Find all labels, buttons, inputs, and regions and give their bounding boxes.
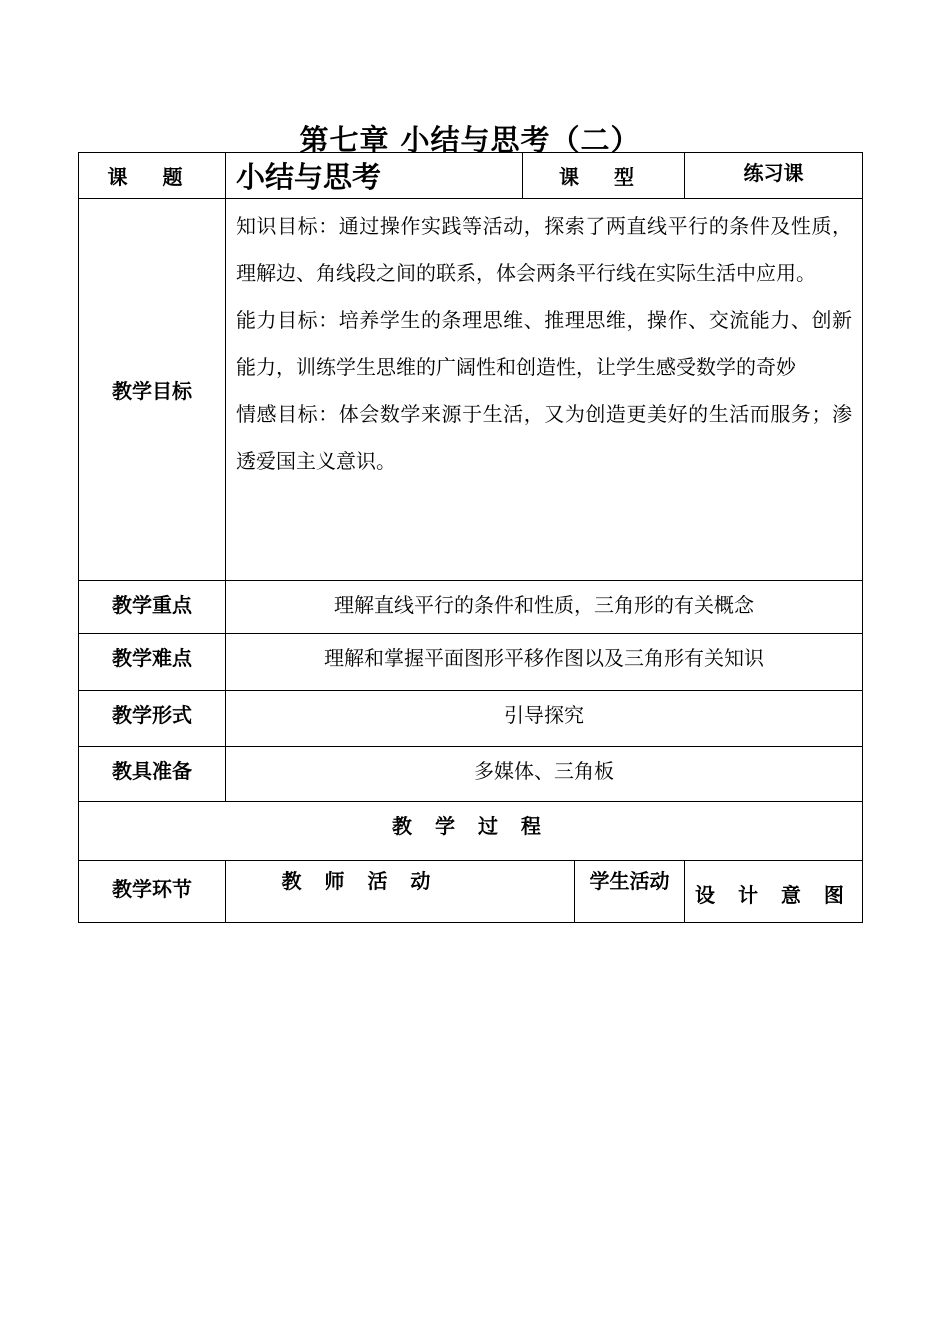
type-label: 课 型 [523, 153, 685, 199]
knowledge-objective: 知识目标：通过操作实践等活动，探索了两直线平行的条件及性质，理解边、角线段之间的联系，体会两条平行线在实际生活中应用。 [236, 214, 852, 285]
topic-value: 小结与思考 [226, 153, 523, 199]
stage-header: 教学环节 [79, 861, 226, 923]
form-row [79, 691, 863, 747]
ability-objective: 能力目标：培养学生的条理思维、推理思维，操作、交流能力、创新能力，训练学生思维的广阔性和创造性，让学生感受数学的奇妙 [236, 308, 852, 379]
emotion-objective: 情感目标：体会数学来源于生活，又为创造更美好的生活而服务；渗透爱国主义意识。 [236, 402, 852, 473]
objectives-row [79, 199, 863, 581]
key-points-value: 理解直线平行的条件和性质，三角形的有关概念 [226, 581, 863, 634]
difficulties-row [79, 634, 863, 691]
process-label: 教 学 过 程 [79, 802, 863, 861]
tools-label: 教具准备 [79, 747, 226, 802]
key-points-label: 教学重点 [79, 581, 226, 634]
type-value: 练习课 [685, 153, 863, 199]
lesson-plan-table [78, 152, 863, 923]
topic-row [79, 153, 863, 199]
objectives-content [226, 199, 863, 581]
student-activity-header: 学生活动 [575, 861, 685, 923]
key-points-row [79, 581, 863, 634]
design-intent-header: 设 计 意 图 [685, 861, 863, 923]
topic-label: 课 题 [79, 153, 226, 199]
page-title: 第七章 小结与思考（二） [299, 123, 641, 157]
form-label: 教学形式 [79, 691, 226, 747]
process-row [79, 802, 863, 861]
tools-row [79, 747, 863, 802]
difficulties-label: 教学难点 [79, 634, 226, 691]
form-value: 引导探究 [226, 691, 863, 747]
difficulties-value: 理解和掌握平面图形平移作图以及三角形有关知识 [226, 634, 863, 691]
tools-value: 多媒体、三角板 [226, 747, 863, 802]
objectives-label: 教学目标 [79, 199, 226, 581]
process-header-row [79, 861, 863, 923]
teacher-activity-header: 教 师 活 动 [226, 861, 575, 923]
